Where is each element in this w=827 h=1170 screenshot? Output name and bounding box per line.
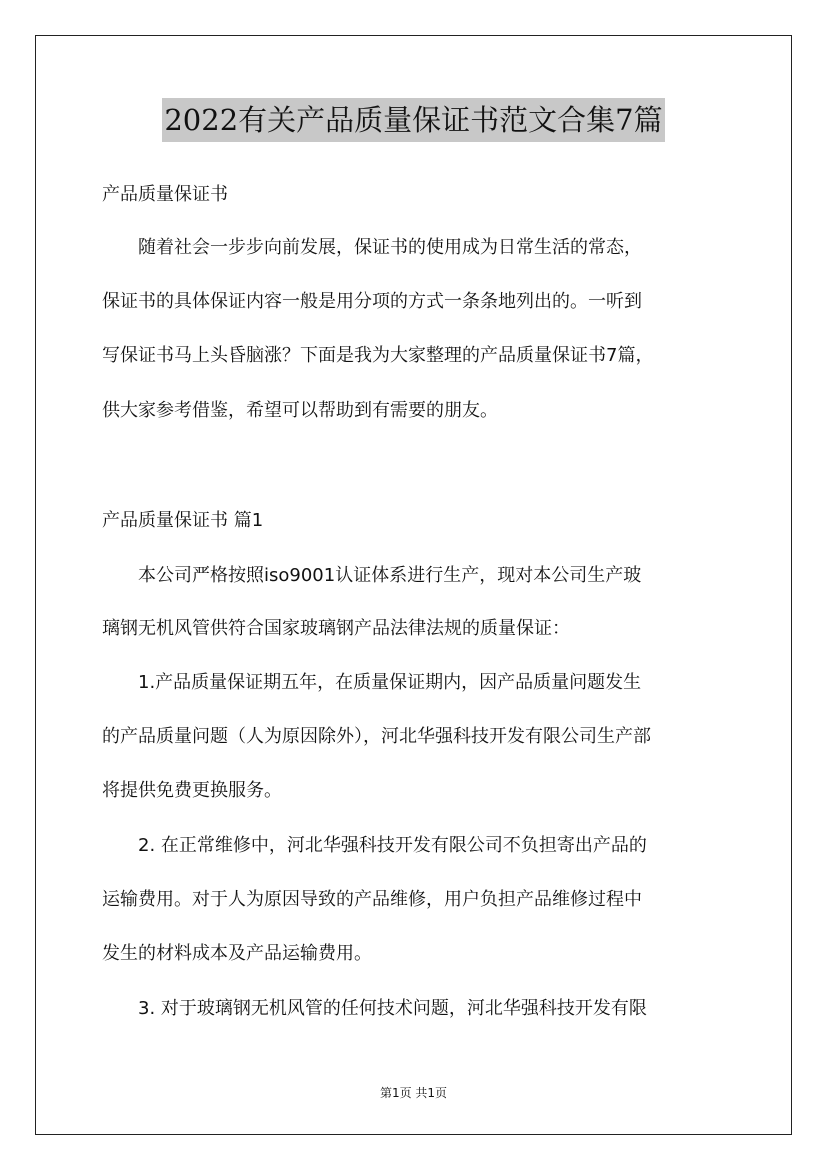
document-title: 2022有关产品质量保证书范文合集7篇 [162, 98, 664, 142]
paragraph-line: 随着社会一步步向前发展，保证书的使用成为日常生活的常态， [102, 237, 642, 258]
paragraph-line: 供大家参考借鉴，希望可以帮助到有需要的朋友。 [102, 400, 498, 421]
section-heading: 产品质量保证书 篇1 [102, 510, 264, 531]
paragraph-line: 1.产品质量保证期五年，在质量保证期内，因产品质量问题发生 [102, 672, 642, 693]
paragraph-line: 运输费用。对于人为原因导致的产品维修，用户负担产品维修过程中 [102, 889, 642, 910]
paragraph-line: 本公司严格按照iso9001认证体系进行生产，现对本公司生产玻 [102, 565, 642, 586]
title-container [0, 98, 827, 142]
paragraph-line: 发生的材料成本及产品运输费用。 [102, 943, 372, 964]
paragraph-line: 写保证书马上头昏脑涨？下面是我为大家整理的产品质量保证书7篇， [102, 345, 654, 366]
section-heading: 产品质量保证书 [102, 184, 228, 205]
paragraph-line: 的产品质量问题（人为原因除外），河北华强科技开发有限公司生产部 [102, 726, 651, 747]
paragraph-line: 将提供免费更换服务。 [102, 780, 282, 801]
paragraph-line: 3. 对于玻璃钢无机风管的任何技术问题，河北华强科技开发有限 [102, 998, 647, 1019]
paragraph-line: 璃钢无机风管供符合国家玻璃钢产品法律法规的质量保证： [102, 618, 570, 639]
paragraph-line: 2. 在正常维修中，河北华强科技开发有限公司不负担寄出产品的 [102, 835, 647, 856]
paragraph-line: 保证书的具体保证内容一般是用分项的方式一条条地列出的。一听到 [102, 291, 642, 312]
page-footer: 第1页 共1页 [379, 1086, 448, 1100]
